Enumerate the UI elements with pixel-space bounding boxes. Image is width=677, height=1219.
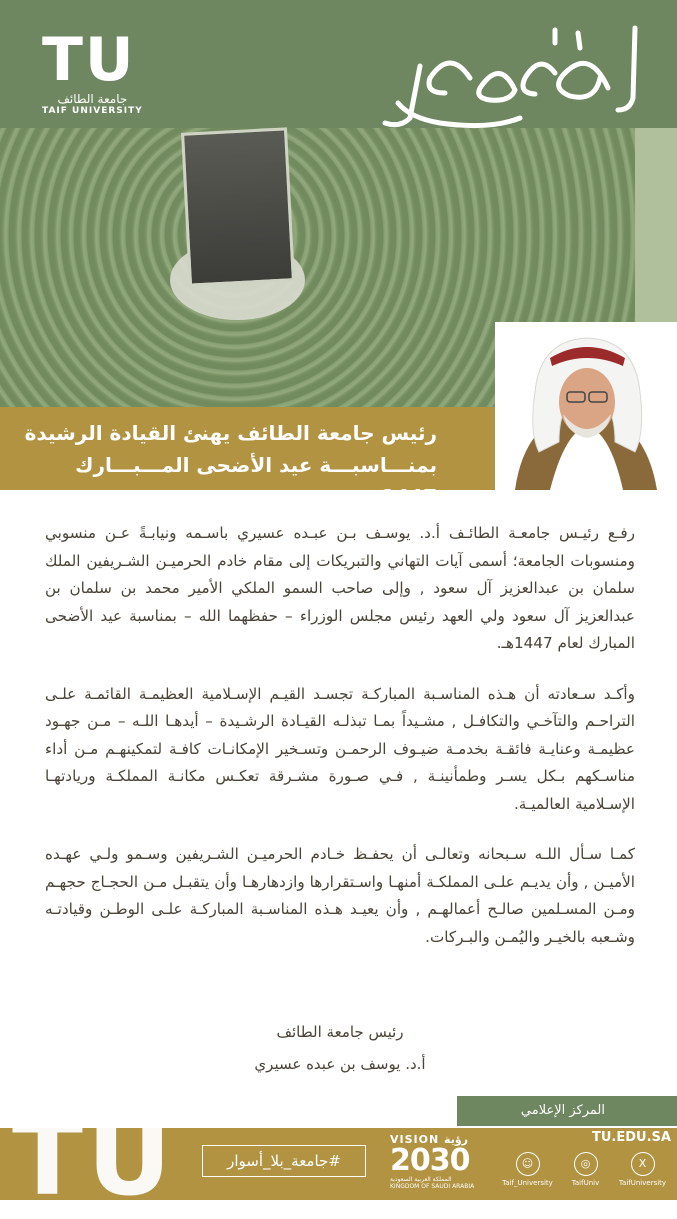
headline-line-1: رئيس جامعة الطائف يهنئ القيادة الرشيدة — [24, 421, 437, 445]
x-icon: X — [631, 1152, 655, 1176]
social-x-handle: TaifUniversity — [618, 1179, 667, 1187]
svg-text:أضحى مبارك: أضحى مبارك — [500, 130, 506, 131]
signature-block — [180, 1016, 500, 1080]
vision-kingdom-ar: المملكة العربية السعودية — [390, 1176, 452, 1183]
snapchat-icon: ☺ — [516, 1152, 540, 1176]
logo-mark: TU — [42, 25, 136, 95]
hashtag-badge: #جامعة_بلا_أسوار — [202, 1145, 366, 1177]
website-link[interactable]: TU.EDU.SA — [592, 1130, 671, 1145]
paragraph-3: كمـا سـأل اللـه سـبحانه وتعالـى أن يحفـظ خـادم الحرميـن الشـريفين وسـمو ولـي عهـده الأميـن , وأن يديـم علـى المملكـة أمنهـا واسـتقرارها وازدهارهـا وأن يتقبـل مـن الحجـاج حجهـم ومـن المسـلمين صالـح أعمالهـم , وأن يعيـد هـذه المناسـبة المباركـة علـى الوطـن وقيادتـه وشـعبه بالخيـر واليُمـن والبـركات. — [45, 845, 635, 946]
vision-kingdom-en: KINGDOM OF SAUDI ARABIA — [390, 1183, 475, 1190]
instagram-icon: ◎ — [574, 1152, 598, 1176]
media-center-label: المركز الإعلامي — [520, 1103, 605, 1118]
vision-label-en: VISION — [390, 1133, 440, 1146]
signature-name: أ.د. يوسف بن عبده عسيري — [254, 1055, 426, 1073]
vision-year: 2030 — [390, 1143, 470, 1178]
vision-label-ar: رؤية — [444, 1133, 469, 1146]
social-snapchat[interactable] — [500, 1152, 555, 1187]
headline-banner — [0, 407, 495, 509]
social-x[interactable] — [615, 1152, 670, 1187]
footer-tu-mark: TU — [12, 1097, 176, 1219]
kaaba-illustration — [181, 127, 295, 286]
article-body — [45, 520, 635, 974]
university-logo — [42, 25, 143, 116]
signature-title: رئيس جامعة الطائف — [276, 1023, 404, 1041]
headline-text — [0, 417, 437, 513]
social-links — [500, 1152, 672, 1192]
social-snapchat-handle: Taif_University — [502, 1179, 553, 1187]
eid-calligraphy — [350, 18, 650, 133]
social-instagram-handle: TaifUniv — [571, 1179, 600, 1187]
paragraph-1: رفـع رئيـس جامعـة الطائـف أ.د. يوسـف بـن عبـده عسيري باسـمه ونيابـةً عـن منسوبي ومنسوبات الجامعة؛ أسمى آيات التهاني والتبريكات إلى مقام خادم الحرميـن الشـريفين الملك سلمان بن عبدالعزيز آل سعود , وإلى صاحب السمو الملكي الأمير محمد بن سلمان بن عبدالعزيز آل سعود ولي العهد رئيس مجلس الوزراء – حفظهما الله – بمناسبة عيد الأضحى المبارك لعام 1447هـ. — [45, 524, 635, 652]
paragraph-2: وأكـد سـعادته أن هـذه المناسـبة المباركـة تجسـد القيـم الإسـلامية العظيمـة القائمـة علـى التراحـم والتآخـي والتكافـل , مشـيداً بمـا تبذلـه القيـادة الرشـيدة – أيدهـا اللـه – مـن جهـود عظيمـة وعنايـة فائقـة بخدمـة ضيـوف الرحمـن وتسـخير الإمكانـات كافـة لتمكينهـم مـن أداء مناسـكهم بـكل يسـر وطمأنينـة , فـي صـورة مشـرقة تعكـس مكانـة المملكـة وريادتهـا الإسـلامية العالميـة. — [45, 684, 635, 813]
president-photo — [495, 322, 677, 490]
logo-name-en: TAIF UNIVERSITY — [42, 106, 143, 116]
logo-name-ar: جامعة الطائف — [57, 92, 128, 106]
social-instagram[interactable] — [558, 1152, 613, 1187]
vision-2030-logo — [390, 1133, 474, 1190]
headline-line-2: بمنـــاسبـــة عيد الأضحى المـــبـــارك 1447هـ — [75, 453, 437, 509]
media-center-tab — [457, 1096, 677, 1126]
